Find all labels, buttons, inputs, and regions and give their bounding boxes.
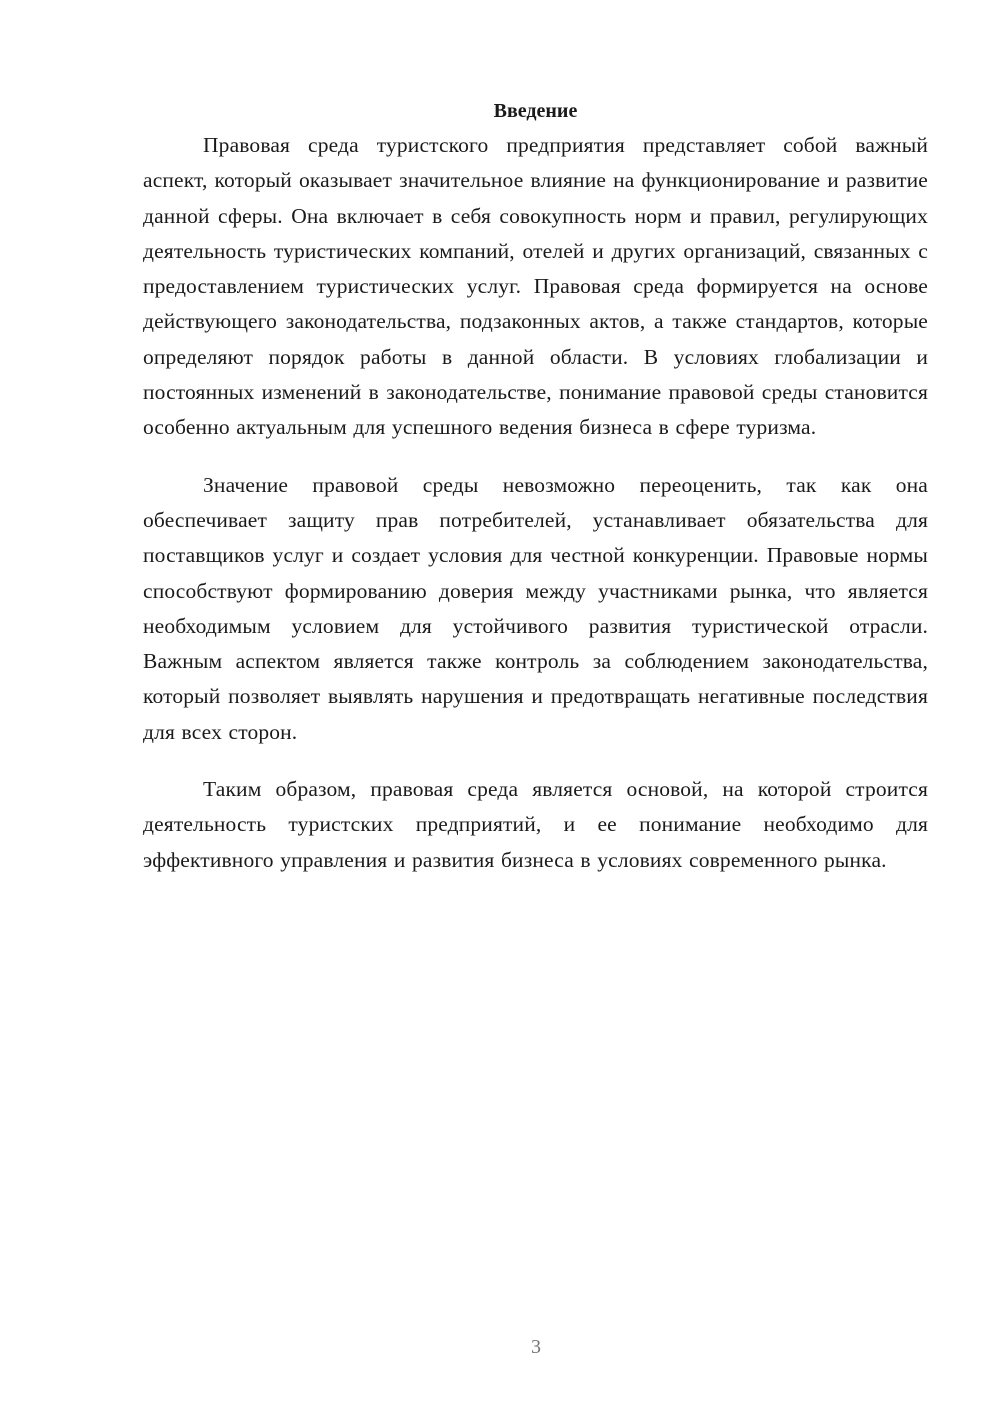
section-heading: Введение (493, 100, 578, 122)
paragraph-2: Значение правовой среды невозможно переоценить, так как она обеспечивает защиту прав потребителей, устанавливает обязательства для поставщиков услуг и создает условия для честной конкуренции. Правовые нормы способствуют формированию доверия между участниками рынка, что является необходимым условием для устойчивого развития туристической отрасли. Важным аспектом является также контроль за соблюдением законодательства, который позволяет выявлять нарушения и предотвращать негативные последствия для всех сторон. (143, 472, 928, 744)
paragraph-1: Правовая среда туристского предприятия представляет собой важный аспект, который оказывает значительное влияние на функционирование и развитие данной сферы. Она включает в себя совокупность норм и правил, регулирующих деятельность туристических компаний, отелей и других организаций, связанных с предоставлением туристических услуг. Правовая среда формируется на основе действующего законодательства, подзаконных актов, а также стандартов, которые определяют порядок работы в данной области. В условиях глобализации и постоянных изменений в законодательстве, понимание правовой среды становится особенно актуальным для успешного ведения бизнеса в сфере туризма. (143, 133, 928, 440)
page-number: 3 (531, 1336, 541, 1358)
page-content (143, 96, 928, 900)
paragraph-3: Таким образом, правовая среда является основой, на которой строится деятельность туристских предприятий, и ее понимание необходимо для эффективного управления и развития бизнеса в условиях современного рынка. (143, 777, 928, 872)
